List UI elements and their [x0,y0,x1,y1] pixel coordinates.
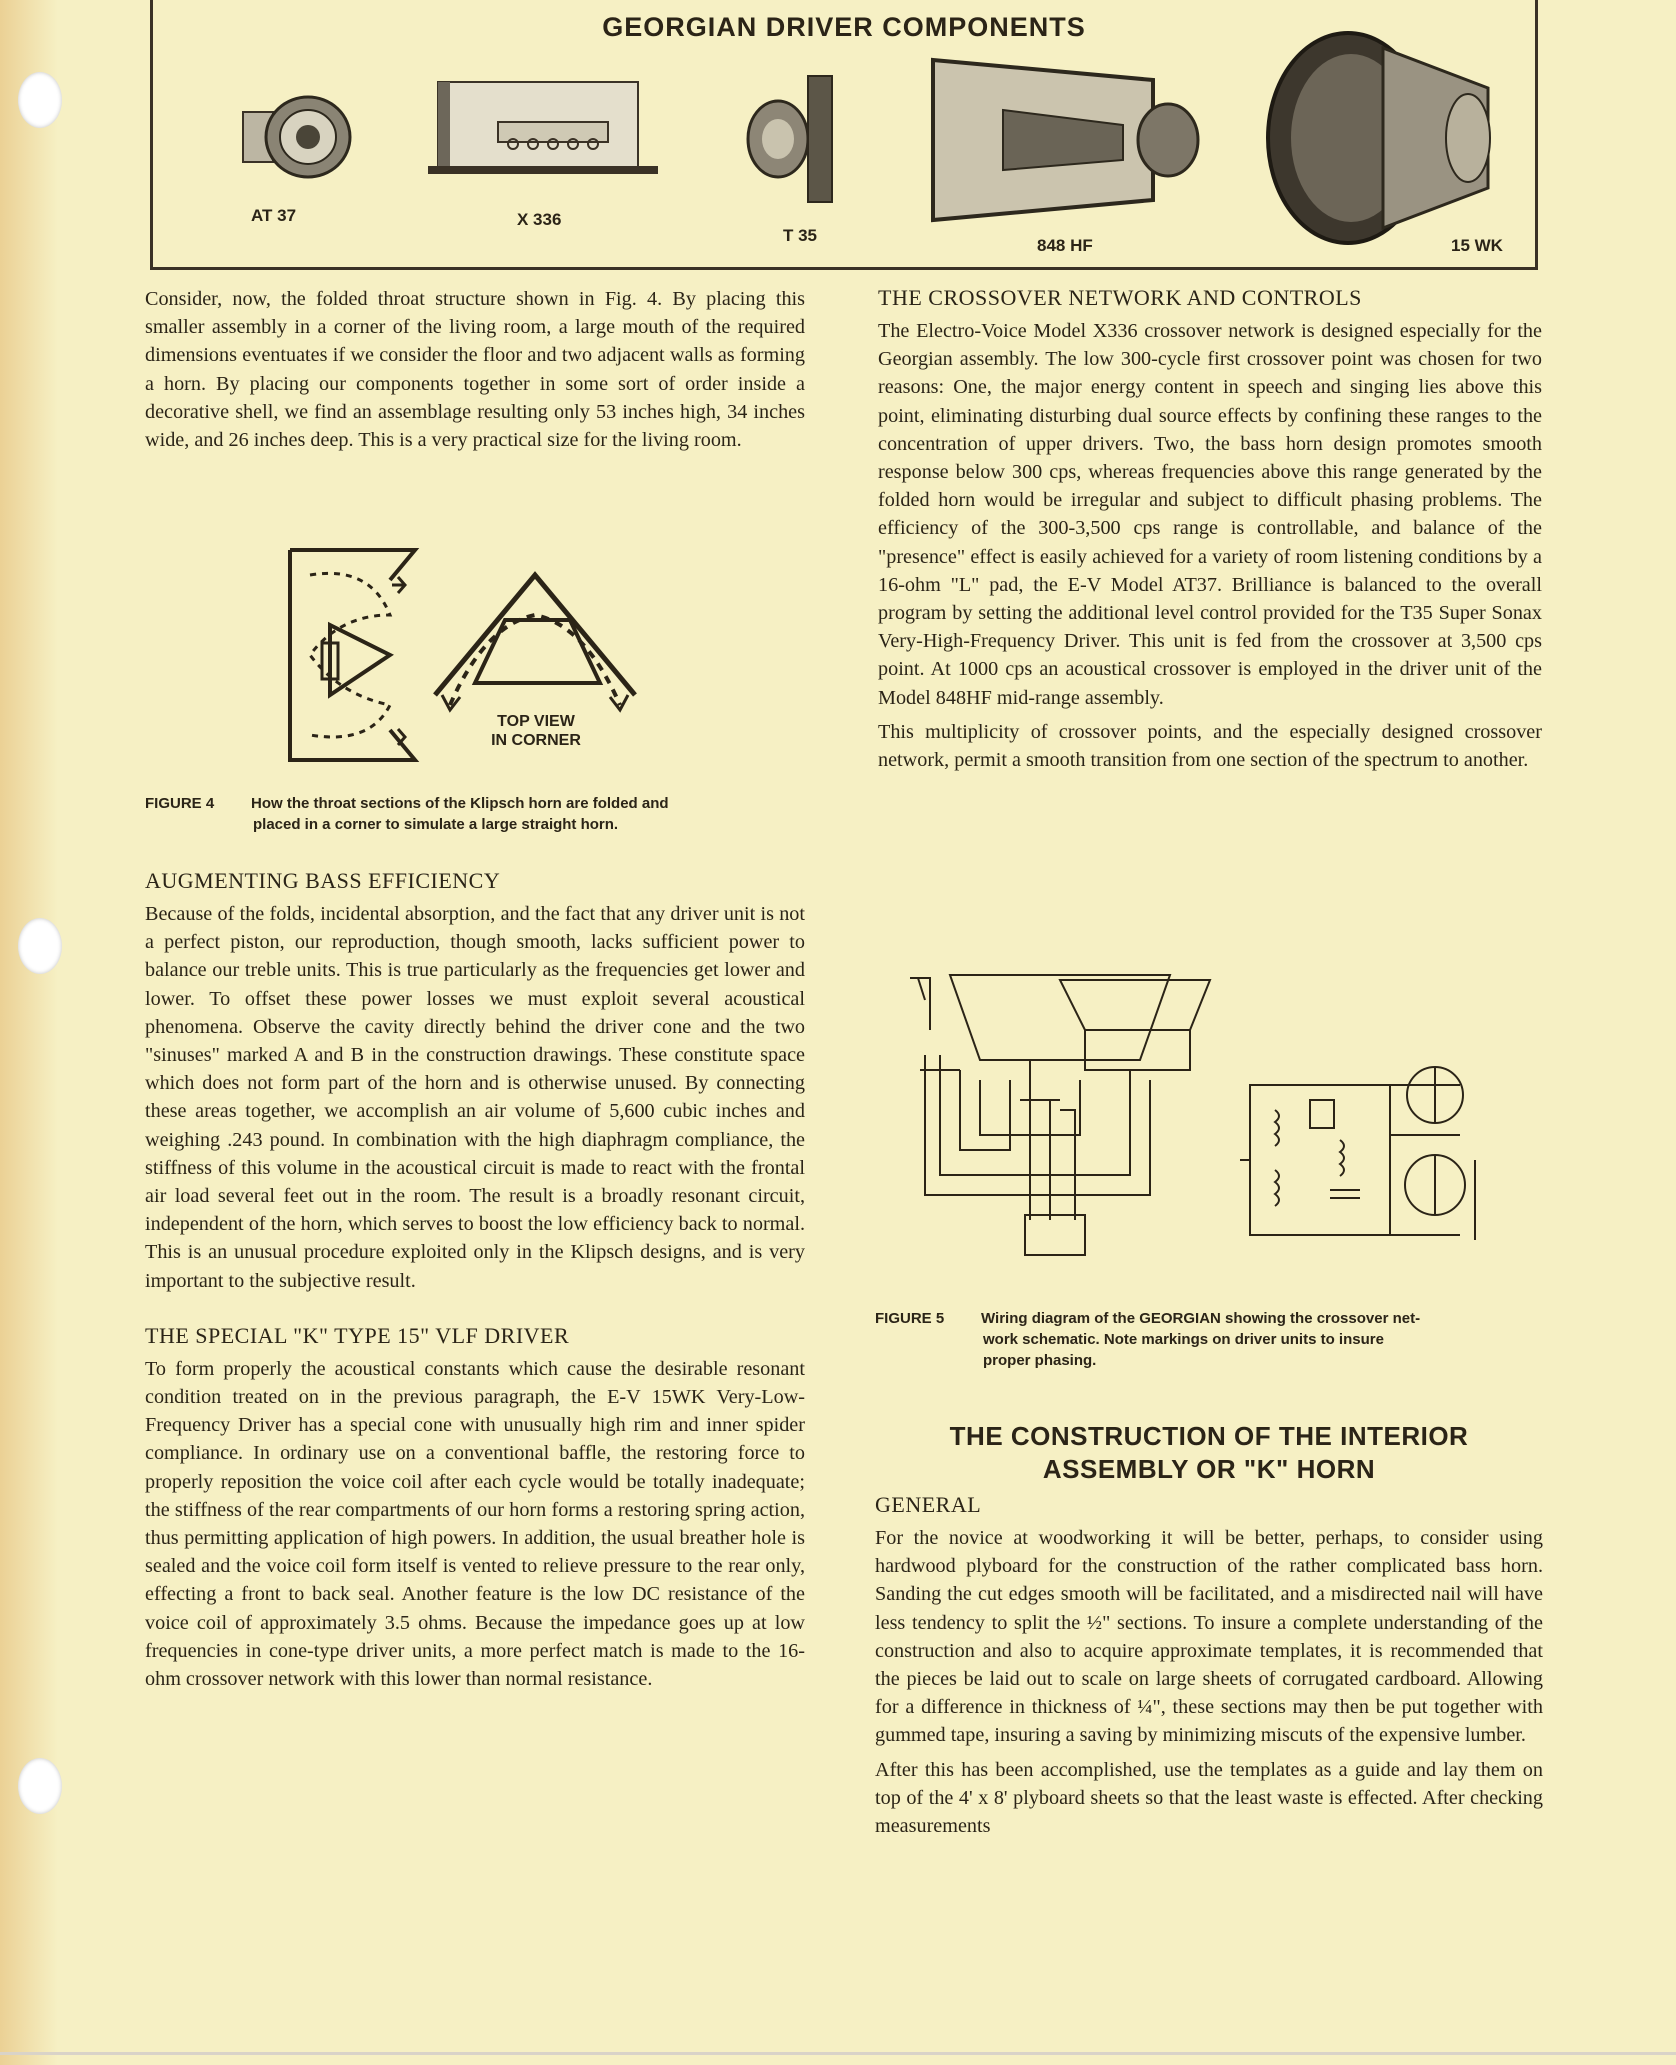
vlf-heading: THE SPECIAL "K" TYPE 15" VLF DRIVER [145,1322,570,1348]
at37-label: AT 37 [251,206,297,225]
x336-label: X 336 [517,210,562,229]
binder-hole-middle [18,918,62,974]
at37-control-image [223,82,373,192]
bass-paragraph: Because of the folds, incidental absorption, and the fact that any driver unit is not a perfect piston, our reproduction, though smooth, lacks sufficient power to balance our treble units. This is true particularly as the frequencies get lower and lower. To offset these power losses we must exploit several acoustical phenomena. Observe the cavity directly behind the driver cone and the two "sinuses" marked A and B in the construction drawings. These constitute space which does not form part of the horn and is otherwise unused. By connecting these areas together, we accomplish an air volume of 5,600 cubic inches and weighing .243 pound. In combination with the high diaphragm compliance, the stiffness of this volume in the acoustical circuit is made to react with the frontal air load several feet out in the room. The result is a broadly resonant circuit, independent of the horn, which serves to boost the low efficiency back to normal. This is an unusual procedure exploited only in the Klipsch designs, and is very important to the subjective result. [145,903,805,1292]
x336-crossover-image [428,74,658,184]
15wk-driver-image [1263,18,1503,248]
figure4-top-view-label: TOP VIEW IN CORNER [491,713,581,749]
figure5-caption: FIGURE 5 Wiring diagram of the GEORGIAN showing the crossover net- work schematic. Note markings on driver units to insure proper phasing. [875,1310,1421,1369]
right-column [878,285,1542,774]
intro-paragraph: Consider, now, the folded throat structure shown in Fig. 4. By placing this smaller assembly in a corner of the living room, a large mouth of the required dimensions eventuates if we consider the floor and two adjacent walls as forming a horn. By placing our components together in some sort of order inside a decorative shell, we find an assemblage resulting only 53 inches high, 34 inches wide, and 26 inches deep. This is a very practical size for the living room. [145,288,805,452]
15wk-label: 15 WK [1451,236,1503,255]
t35-label: T 35 [783,226,818,245]
construction-title: THE CONSTRUCTION OF THE INTERIOR ASSEMBLY OR "K" HORN [949,1421,1469,1484]
crossover-paragraph: The Electro-Voice Model X336 crossover network is designed especially for the Georgian assembly. The low 300-cycle first crossover point was chosen for two reasons: One, the major energy content in speech and singing lies above this point, eliminating disturbing dual source effects by confining these ranges to the concentration of upper drivers. Two, the bass horn design promotes smooth response below 300 cps, whereas frequencies above this range generated by the folded horn would be irregular and subject to difficult phasing problems. The efficiency of the 300-3,500 cps range is controllable, and balance of the "presence" effect is easily achieved for a variety of room listening conditions by a 16-ohm "L" pad, the E-V Model AT37. Brilliance is balanced to the overall program by setting the additional level control provided for the T35 Super Sonax Very-High-Frequency Driver. This unit is fed from the crossover at 3,500 cps point. At 1000 cps an acoustical crossover is employed in the driver unit of the Model 848HF mid-range assembly. [878,320,1542,709]
bass-heading: AUGMENTING BASS EFFICIENCY [145,868,501,893]
figure4-caption: FIGURE 4 How the throat sections of the Klipsch horn are folded and placed in a corner to simulate a large straight horn. [145,795,669,833]
vlf-paragraph: To form properly the acoustical constants which cause the desirable resonant condition treated on in the previous paragraph, the E-V 15WK Very-Low-Frequency Driver has a special cone with unusually high rim and inner spider compliance. In ordinary use on a conventional baffle, the restoring force to properly reposition the voice coil after each cycle would be totally inadequate; the stiffness of the rear compartments of our horn forms a restoring spring action, thus permitting application of high powers. In addition, the usual breather hole is sealed and the voice coil form itself is vented to relieve pressure to the rear only, effecting a front to back seal. Another feature is the low DC resistance of the voice coil of approximately 3.5 ohms. Because the impedance goes up at low frequencies in cone-type driver units, a more perfect match is made to the 16-ohm crossover network with this lower than normal resistance. [145,1357,805,1691]
general-heading: GENERAL [875,1492,982,1517]
figure5-wiring-diagram [900,960,1520,1280]
components-title: GEORGIAN DRIVER COMPONENTS [602,12,1086,42]
page-edge-tint [0,0,58,2065]
t35-driver-image [738,64,848,204]
binder-hole-top [18,72,62,128]
page-bottom-edge [0,2052,1676,2055]
figure4-horn-diagram [280,545,680,765]
crossover-heading: THE CROSSOVER NETWORK AND CONTROLS [878,285,1362,310]
right-column-lower [875,1420,1543,1840]
848hf-horn-image [923,50,1203,230]
crossover-paragraph-2: This multiplicity of crossover points, and the especially designed crossover network, permit a smooth transition from one section of the spectrum to another. [878,720,1542,772]
components-panel [150,0,1538,270]
general-paragraph: For the novice at woodworking it will be better, perhaps, to consider using hardwood plyboard for the construction of the rather complicated bass horn. Sanding the cut edges smooth will be facilitated, and a misdirected nail will have less tendency to split the ½" sections. To insure a complete understanding of the construction and also to acquire approximate templates, it is recommended that the pieces be laid out to scale on large sheets of corrugated cardboard. Allowing for a difference in thickness of ¼", these sections may then be put together with gummed tape, insuring a saving by minimizing miscuts of the expensive lumber. [875,1527,1543,1747]
left-column-lower [145,868,805,1693]
left-column [145,285,805,454]
general-paragraph-2: After this has been accomplished, use the templates as a guide and lay them on top of the 4' x 8' plyboard sheets so that the least waste is effected. After checking measurements [875,1758,1543,1838]
binder-hole-bottom [18,1758,62,1814]
848hf-label: 848 HF [1037,236,1093,255]
